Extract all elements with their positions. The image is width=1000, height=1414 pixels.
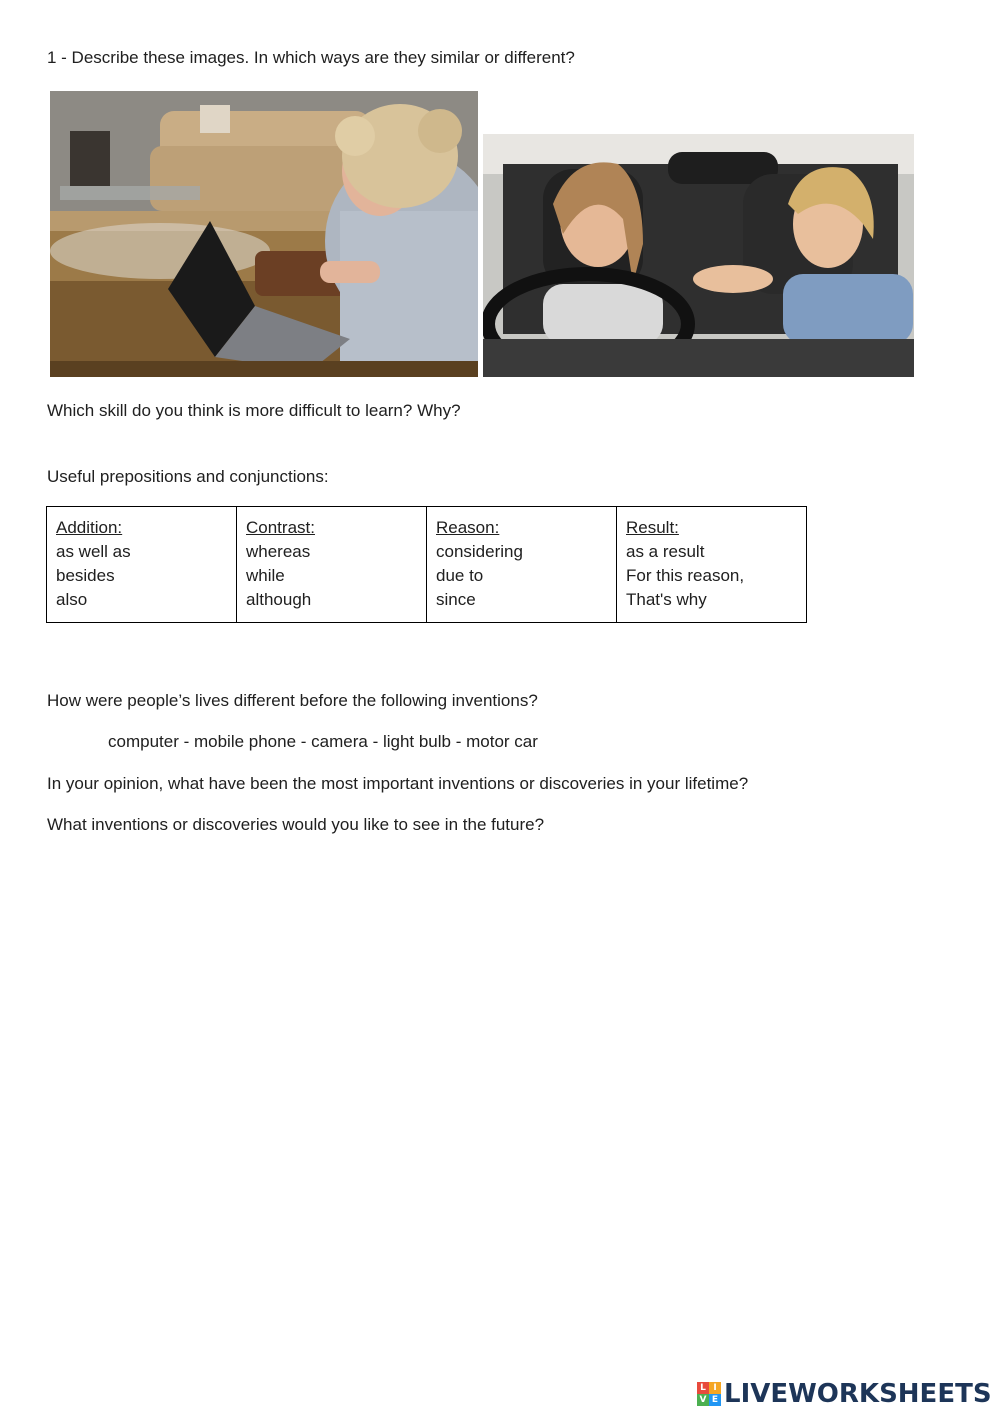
question-1: 1 - Describe these images. In which ways are they similar or different? (47, 48, 575, 67)
brand-name: LIVEWORKSHEETS (724, 1379, 992, 1409)
liveworksheets-logo-icon (697, 1382, 721, 1406)
list-item: since (436, 590, 476, 609)
logo-letter: L (697, 1382, 709, 1394)
table-cell-addition (47, 507, 237, 623)
list-item: whereas (246, 542, 311, 561)
column-header: Contrast: (246, 518, 315, 537)
list-item: while (246, 566, 285, 585)
list-item: as a result (626, 542, 705, 561)
column-header: Result: (626, 518, 679, 537)
question-5: What inventions or discoveries would you like to see in the future? (47, 815, 545, 834)
table-row (47, 507, 807, 623)
logo-letter: E (709, 1394, 721, 1406)
list-item: although (246, 590, 312, 609)
logo-letter: I (709, 1382, 721, 1394)
table-cell-result (617, 507, 807, 623)
list-item: For this reason, (626, 566, 745, 585)
useful-heading: Useful prepositions and conjunctions: (47, 467, 329, 486)
list-item: besides (56, 566, 115, 585)
list-item: That's why (626, 590, 707, 609)
list-item: considering (436, 542, 523, 561)
question-2: Which skill do you think is more difficult to learn? Why? (47, 401, 461, 420)
list-item: due to (436, 566, 484, 585)
liveworksheets-brand (697, 1378, 992, 1410)
inventions-list: computer - mobile phone - camera - light bulb - motor car (108, 732, 538, 751)
list-item: also (56, 590, 88, 609)
table-cell-reason (427, 507, 617, 623)
column-header: Reason: (436, 518, 500, 537)
conjunctions-table (46, 506, 807, 623)
table-cell-contrast (237, 507, 427, 623)
question-3: How were people’s lives different before the following inventions? (47, 691, 538, 710)
list-item: as well as (56, 542, 131, 561)
column-header: Addition: (56, 518, 123, 537)
driving-lesson-photo (483, 134, 914, 377)
logo-letter: V (697, 1394, 709, 1406)
question-4: In your opinion, what have been the most important inventions or discoveries in your lifetime? (47, 774, 749, 793)
woman-with-laptop-photo (50, 91, 478, 377)
